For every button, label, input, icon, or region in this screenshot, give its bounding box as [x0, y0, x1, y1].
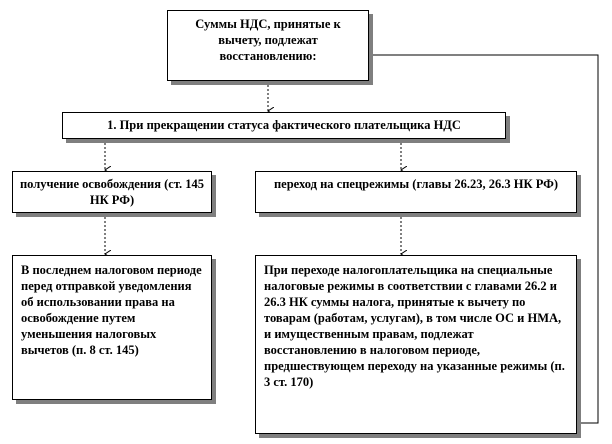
exemption-box [12, 171, 212, 213]
special-regimes-detail-text: При переходе налогоплательщика на специальные налоговые режимы в соответствии с главами 26.2 и 26.3 НК суммы налога, принятые к вычету по товарам (работам, услугам), в том числе ОС и НМА, и имущественным правам, подлежат восстановлению в налоговом периоде, предшествующем переходу на указанные режимы (п. 3 ст. 170) [264, 263, 565, 389]
vat-restoration-title-text: Суммы НДС, принятые к вычету, подлежат восстановлению: [195, 17, 341, 63]
status-termination-text: 1. При прекращении статуса фактического плательщика НДС [107, 118, 461, 132]
status-termination-box [62, 112, 506, 139]
exemption-detail-text: В последнем налоговом периоде перед отправкой уведомления об использовании права на освобождение путем уменьшения налоговых вычетов (п. 8 ст. 145) [21, 263, 202, 357]
exemption-detail-box [12, 255, 212, 400]
exemption-text: получение освобождения (ст. 145 НК РФ) [19, 177, 205, 207]
special-regimes-text: переход на спецрежимы (главы 26.23, 26.3 НК РФ) [273, 177, 559, 191]
special-regimes-detail-box [255, 255, 577, 434]
vat-restoration-title-box [167, 10, 369, 81]
special-regimes-box [255, 171, 577, 213]
